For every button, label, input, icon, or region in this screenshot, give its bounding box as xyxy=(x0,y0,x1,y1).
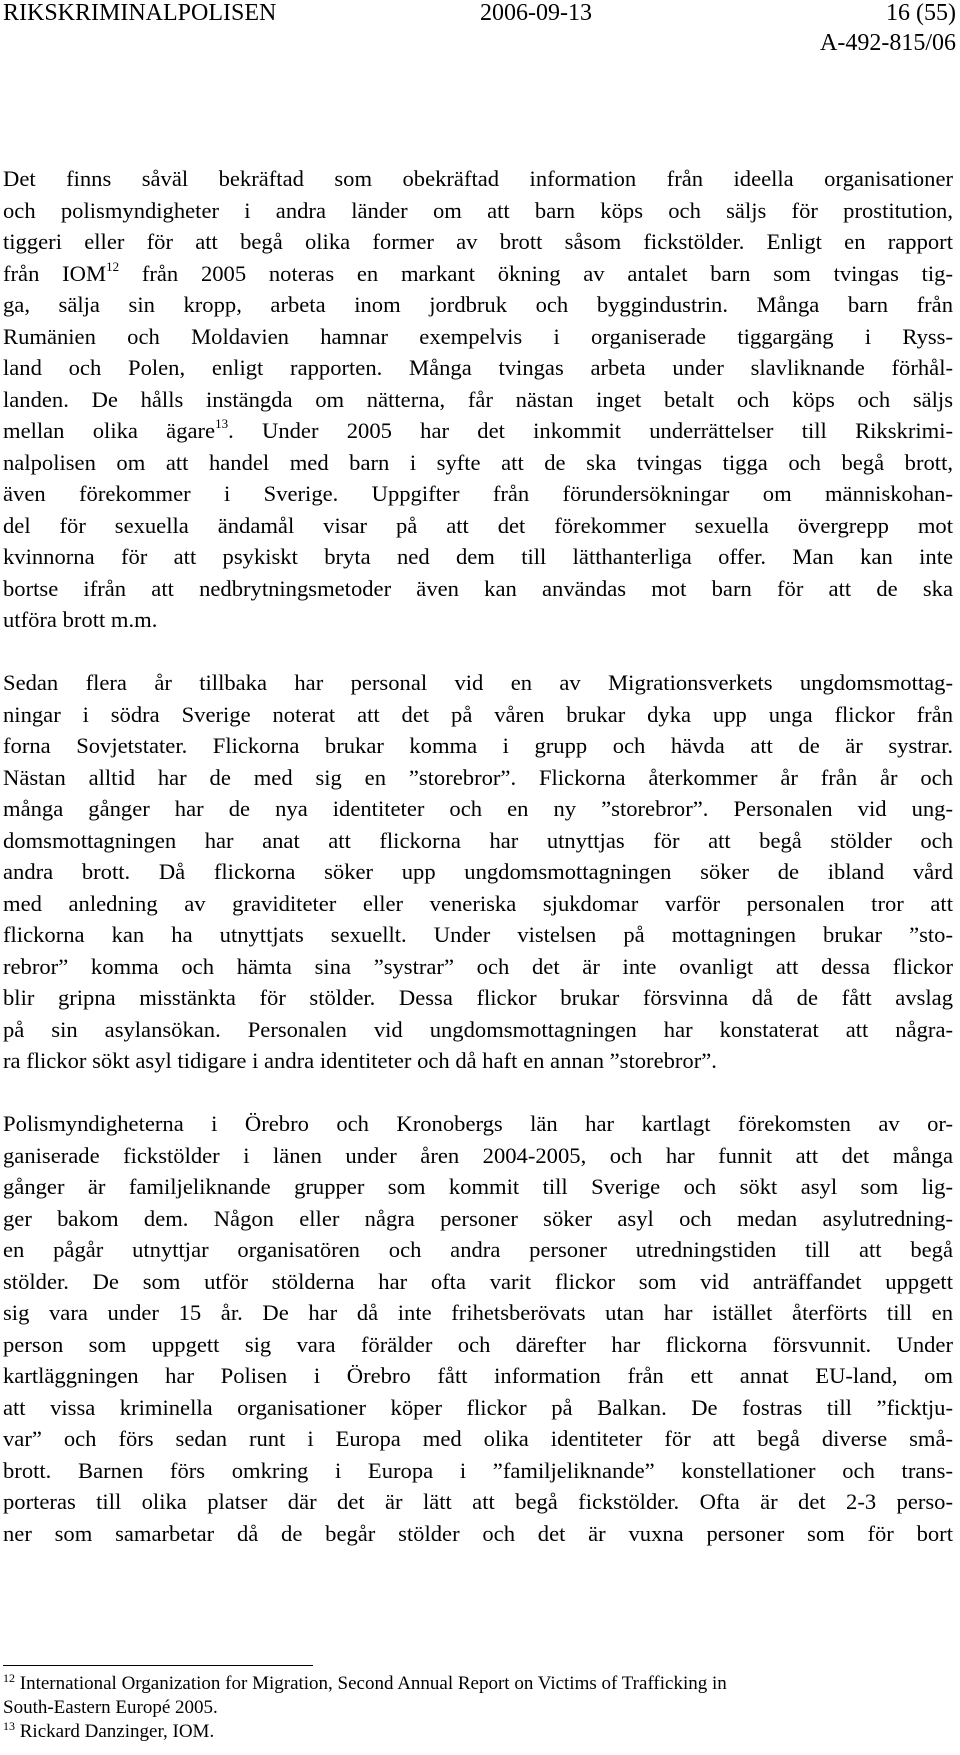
text-line: bortse ifrån att nedbrytningsmetoder även kan användas mot barn för att de ska xyxy=(3,575,953,601)
text-line: land och Polen, enligt rapporten. Många tvingas arbeta under slavliknande förhål- xyxy=(3,355,953,380)
text-line: porteras till olika platser där det är lätt att begå fickstölder. Ofta är det 2-3 perso- xyxy=(3,1489,953,1514)
text-line: Det finns såväl bekräftad som obekräftad information från ideella organisationer xyxy=(3,166,953,191)
text-line: forna Sovjetstater. Flickorna brukar komma i grupp och hävda att de är systrar. xyxy=(3,733,953,758)
page-header xyxy=(3,0,956,62)
text-line: del för sexuella ändamål visar på att det förekommer sexuella övergrepp mot xyxy=(3,512,953,538)
text-line: gånger är familjeliknande grupper som kommit till Sverige och sökt asyl som lig- xyxy=(3,1174,953,1199)
text-line-with-footnote xyxy=(3,258,953,290)
text-line: ner som samarbetar då de begår stölder och det är vuxna personer som för bort xyxy=(3,1520,953,1546)
text-line: tiggeri eller för att begå olika former av brott såsom fickstölder. Enligt en rapport xyxy=(3,229,953,254)
header-page-number: 16 (55) xyxy=(886,0,956,26)
text-line: Rumänien och Moldavien hamnar exempelvis i organiserade tiggargäng i Ryss- xyxy=(3,323,953,349)
text-line: även förekommer i Sverige. Uppgifter från förundersökningar om människohan- xyxy=(3,481,953,506)
text-line: andra brott. Då flickorna söker upp ungdomsmottagningen söker de ibland vård xyxy=(3,859,953,884)
text-line: kartläggningen har Polisen i Örebro fått information från ett annat EU-land, om xyxy=(3,1363,953,1388)
text-line: ningar i södra Sverige noterat att det på våren brukar dyka upp unga flickor från xyxy=(3,701,953,727)
footnote-12-continuation: South-Eastern Europé 2005. xyxy=(3,1697,218,1718)
text-line: på sin asylansökan. Personalen vid ungdomsmottagningen har konstaterat att några- xyxy=(3,1016,953,1042)
text-line: med anledning av graviditeter eller veneriska sjukdomar varför personalen tror att xyxy=(3,890,953,916)
text-segment: . Under 2005 har det inkommit underrättelser till Rikskrimi- xyxy=(228,418,953,443)
text-line: landen. De hålls instängda om nätterna, får nästan inget betalt och köps och säljs xyxy=(3,386,953,412)
text-line-with-footnote xyxy=(3,415,953,447)
footnote-ref-12: 12 xyxy=(106,258,120,274)
text-line: kvinnorna för att psykiskt bryta ned dem till lätthanterliga offer. Man kan inte xyxy=(3,544,953,569)
text-line: brott. Barnen förs omkring i Europa i ”familjeliknande” konstellationer och trans- xyxy=(3,1457,953,1483)
text-segment: mellan olika ägare xyxy=(3,418,216,443)
footnote-marker: 13 xyxy=(3,1719,15,1733)
text-line: sig vara under 15 år. De har då inte frihetsberövats utan har istället återförts till en xyxy=(3,1300,953,1325)
text-line: blir gripna misstänkta för stölder. Dessa flickor brukar försvinna då de fått avslag xyxy=(3,985,953,1010)
text-segment: från IOM xyxy=(3,260,107,286)
text-line: domsmottagningen har anat att flickorna har utnyttjas för att begå stölder och xyxy=(3,827,953,853)
text-line: flickorna kan ha utnyttjats sexuellt. Under vistelsen på mottagningen brukar ”sto- xyxy=(3,922,953,947)
text-line: stölder. De som utför stölderna har ofta varit flickor som vid anträffandet uppgett xyxy=(3,1268,953,1294)
paragraph-1 xyxy=(3,163,953,636)
text-line: rebror” komma och hämta sina ”systrar” och det är inte ovanligt att dessa flickor xyxy=(3,953,953,979)
text-line: många gånger har de nya identiteter och en ny ”storebror”. Personalen vid ung- xyxy=(3,796,953,821)
text-line: ganiserade fickstölder i länen under åren 2004-2005, och har funnit att det många xyxy=(3,1142,953,1168)
paragraph-3 xyxy=(3,1108,953,1549)
footnote-separator xyxy=(3,1665,313,1666)
text-line: nalpolisen om att handel med barn i syfte att de ska tvingas tigga och begå brott, xyxy=(3,449,953,475)
text-line: Polismyndigheterna i Örebro och Kronobergs län har kartlagt förekomsten av or- xyxy=(3,1111,953,1136)
header-reference: A-492-815/06 xyxy=(820,30,956,56)
text-line: och polismyndigheter i andra länder om att barn köps och säljs för prostitution, xyxy=(3,197,953,223)
text-line: en pågår utnyttjar organisatören och andra personer utredningstiden till att begå xyxy=(3,1237,953,1262)
paragraph-2 xyxy=(3,667,953,1077)
footnotes xyxy=(3,1672,953,1744)
text-line: Sedan flera år tillbaka har personal vid en av Migrationsverkets ungdomsmottag- xyxy=(3,670,953,695)
text-line: utföra brott m.m. xyxy=(3,607,158,632)
text-line: Nästan alltid har de med sig en ”storebror”. Flickorna återkommer år från år och xyxy=(3,764,953,790)
footnote-13 xyxy=(3,1720,953,1744)
footnote-marker: 12 xyxy=(3,1671,15,1685)
text-line: var” och förs sedan runt i Europa med olika identiteter för att begå diverse små- xyxy=(3,1426,953,1451)
footnote-text: International Organization for Migration, Second Annual Report on Victims of Trafficking in xyxy=(19,1673,727,1694)
text-segment: från 2005 noteras en markant ökning av antalet barn som tvingas tig- xyxy=(119,260,954,286)
text-line: person som uppgett sig vara förälder och därefter har flickorna försvunnit. Under xyxy=(3,1331,953,1357)
footnote-ref-13: 13 xyxy=(215,416,229,431)
document-body xyxy=(3,163,953,1581)
text-line: ra flickor sökt asyl tidigare i andra identiteter och då haft en annan ”storebror”. xyxy=(3,1048,717,1073)
footnote-text: Rickard Danzinger, IOM. xyxy=(19,1721,215,1742)
header-date: 2006-09-13 xyxy=(480,0,592,26)
header-organization: RIKSKRIMINALPOLISEN xyxy=(3,0,277,26)
text-line: ger bakom dem. Någon eller några personer söker asyl och medan asylutredning- xyxy=(3,1205,953,1231)
text-line: att vissa kriminella organisationer köper flickor på Balkan. De fostras till ”ficktju- xyxy=(3,1394,953,1420)
text-line: ga, sälja sin kropp, arbeta inom jordbruk och byggindustrin. Många barn från xyxy=(3,292,953,317)
footnote-12 xyxy=(3,1672,953,1696)
